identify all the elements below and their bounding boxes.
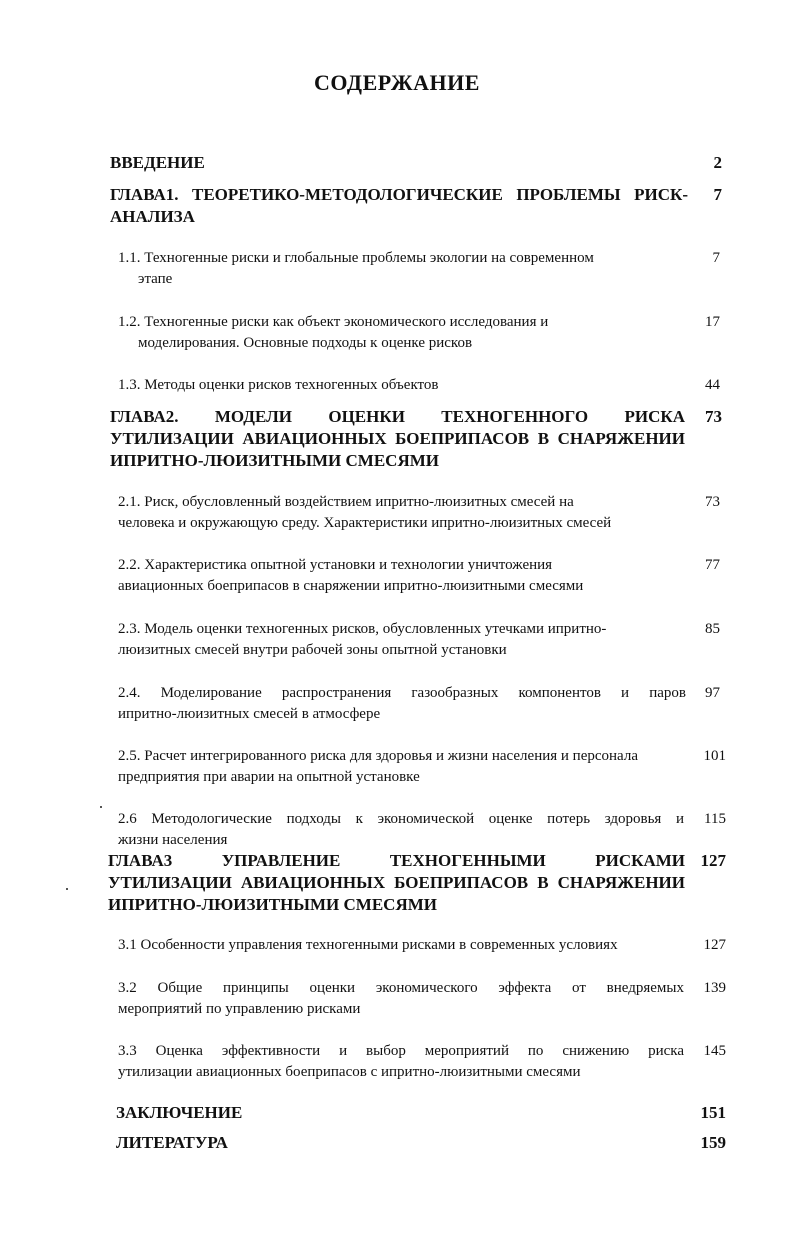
toc-entry-text-line2: жизни населения xyxy=(118,832,228,848)
toc-entry-page: 127 xyxy=(703,937,726,953)
toc-entry-page: 44 xyxy=(705,377,720,393)
toc-entry-page: 151 xyxy=(700,1103,726,1122)
toc-entry-text: ГЛАВА3 УПРАВЛЕНИЕ ТЕХНОГЕННЫМИ РИСКАМИ xyxy=(108,851,685,870)
toc-entry-text-line2: мероприятий по управлению рисками xyxy=(118,1001,361,1017)
toc-entry-text: 2.1. Риск, обусловленный воздействием ипритно-люизитных смесей на xyxy=(118,494,574,510)
toc-entry-text: 3.1 Особенности управления техногенными рисками в современных условиях xyxy=(118,937,618,953)
toc-entry-text: 2.4. Моделирование распространения газообразных компонентов и паров xyxy=(118,685,686,701)
toc-entry-text-line2: УТИЛИЗАЦИИ АВИАЦИОННЫХ БОЕПРИПАСОВ В СНАРЯЖЕНИИ xyxy=(108,873,685,892)
toc-entry-text: ГЛАВА1. ТЕОРЕТИКО-МЕТОДОЛОГИЧЕСКИЕ ПРОБЛЕМЫ РИСК- xyxy=(110,185,688,204)
toc-entry-text: ЗАКЛЮЧЕНИЕ xyxy=(116,1103,243,1122)
toc-entry-text-line3: ИПРИТНО-ЛЮИЗИТНЫМИ СМЕСЯМИ xyxy=(110,451,439,470)
toc-entry-text: 2.6 Методологические подходы к экономической оценке потерь здоровья и xyxy=(118,811,684,827)
toc-entry-text-line2: люизитных смесей внутри рабочей зоны опытной установки xyxy=(118,642,507,658)
scan-speck xyxy=(66,888,68,890)
toc-entry-text: 1.3. Методы оценки рисков техногенных объектов xyxy=(118,377,439,393)
toc-entry-page: 97 xyxy=(705,685,720,701)
toc-entry-text-line2: УТИЛИЗАЦИИ АВИАЦИОННЫХ БОЕПРИПАСОВ В СНАРЯЖЕНИИ xyxy=(110,429,685,448)
toc-entry-page: 159 xyxy=(700,1133,726,1152)
toc-entry-page: 127 xyxy=(700,851,726,870)
toc-entry-text-line3: ИПРИТНО-ЛЮИЗИТНЫМИ СМЕСЯМИ xyxy=(108,895,437,914)
toc-entry-text-line2: авиационных боеприпасов в снаряжении ипритно-люизитными смесями xyxy=(118,578,584,594)
toc-entry-text: 1.1. Техногенные риски и глобальные проблемы экологии на современном xyxy=(118,250,594,266)
toc-entry-page: 73 xyxy=(705,494,720,510)
toc-entry-text: 1.2. Техногенные риски как объект экономического исследования и xyxy=(118,314,549,330)
toc-entry-page: 7 xyxy=(712,250,720,266)
scan-speck xyxy=(100,806,102,808)
toc-entry-page: 73 xyxy=(705,407,722,426)
toc-entry-page: 115 xyxy=(704,811,726,827)
toc-entry-page: 101 xyxy=(703,748,726,764)
toc-entry-text-line2: моделирования. Основные подходы к оценке рисков xyxy=(138,335,473,351)
toc-entry-text-line2: этапе xyxy=(138,271,173,287)
toc-entry-page: 77 xyxy=(705,557,720,573)
toc-entry-page: 2 xyxy=(713,153,722,172)
page-title: СОДЕРЖАНИЕ xyxy=(314,70,480,95)
toc-entry-text-line2: утилизации авиационных боеприпасов с ипритно-люизитными смесями xyxy=(118,1064,581,1080)
toc-entry-text: 3.3 Оценка эффективности и выбор мероприятий по снижению риска xyxy=(118,1043,684,1059)
toc-entry-text: 2.5. Расчет интегрированного риска для здоровья и жизни населения и персонала xyxy=(118,748,638,764)
toc-entry-page: 85 xyxy=(705,621,720,637)
toc-entry-page: 139 xyxy=(703,980,726,996)
toc-entry-page: 17 xyxy=(705,314,720,330)
toc-entry-page: 145 xyxy=(703,1043,726,1059)
toc-entry-text: ВВЕДЕНИЕ xyxy=(110,153,205,172)
toc-entry-text-line2: предприятия при аварии на опытной установке xyxy=(118,769,420,785)
toc-entry-text-line2: ипритно-люизитных смесей в атмосфере xyxy=(118,706,381,722)
toc-entry-text: ГЛАВА2. МОДЕЛИ ОЦЕНКИ ТЕХНОГЕННОГО РИСКА xyxy=(110,407,685,426)
toc-entry-page: 7 xyxy=(713,185,722,204)
toc-entry-text: 2.2. Характеристика опытной установки и технологии уничтожения xyxy=(118,557,553,573)
toc-entry-text: ЛИТЕРАТУРА xyxy=(116,1133,228,1152)
toc-entry-text: 3.2 Общие принципы оценки экономического эффекта от внедряемых xyxy=(118,980,684,996)
toc-entry-text-line2: человека и окружающую среду. Характеристики ипритно-люизитных смесей xyxy=(118,515,612,531)
toc-entry-text: 2.3. Модель оценки техногенных рисков, обусловленных утечками ипритно- xyxy=(118,621,607,637)
toc-entry-text-line2: АНАЛИЗА xyxy=(110,207,195,226)
